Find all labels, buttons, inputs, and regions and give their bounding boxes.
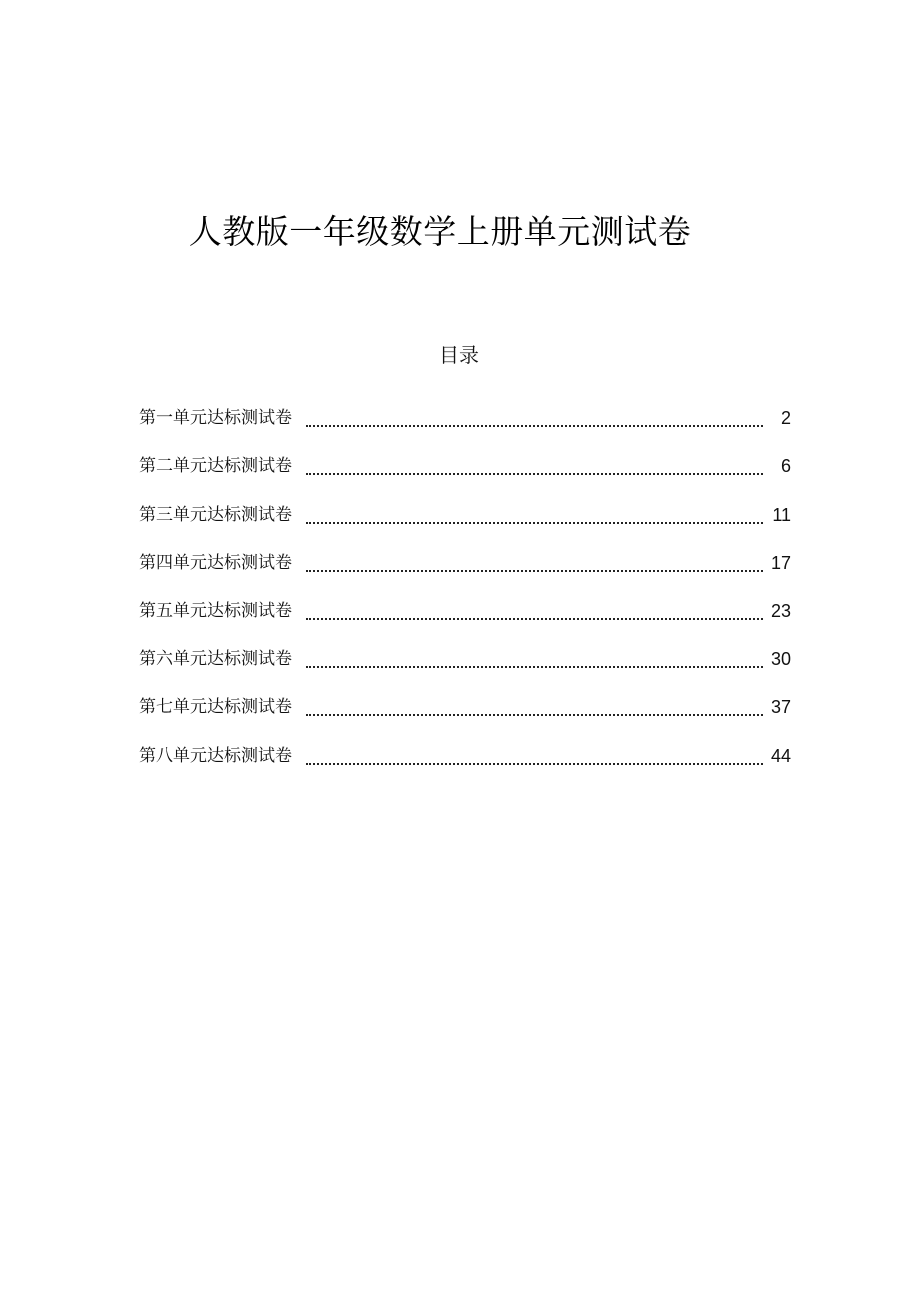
toc-entry-page-number: 44 <box>770 745 791 766</box>
toc-entry-label: 第一单元达标测试卷 <box>139 408 292 429</box>
table-of-contents <box>139 387 791 773</box>
document-title: 人教版一年级数学上册单元测试卷 <box>188 212 692 251</box>
toc-entry-label: 第五单元达标测试卷 <box>139 600 292 621</box>
toc-entry-page-number: 37 <box>770 697 791 718</box>
toc-entry-page-number: 11 <box>772 504 791 525</box>
toc-entry-label: 第二单元达标测试卷 <box>139 456 292 477</box>
toc-heading: 目录 <box>439 343 479 367</box>
dot-leader <box>306 473 763 475</box>
dot-leader <box>306 425 763 427</box>
toc-entry-page-number: 6 <box>780 456 791 477</box>
dot-leader <box>306 763 763 765</box>
toc-entry-label: 第八单元达标测试卷 <box>139 745 292 766</box>
dot-leader <box>306 570 763 572</box>
toc-entry-7[interactable] <box>139 676 791 724</box>
toc-entry-6[interactable] <box>139 628 791 676</box>
toc-entry-page-number: 17 <box>770 552 791 573</box>
toc-entry-label: 第四单元达标测试卷 <box>139 552 292 573</box>
toc-entry-page-number: 2 <box>780 408 791 429</box>
toc-entry-8[interactable] <box>139 724 791 772</box>
toc-entry-label: 第七单元达标测试卷 <box>139 697 292 718</box>
dot-leader <box>306 666 763 668</box>
toc-entry-page-number: 23 <box>770 600 791 621</box>
toc-entry-2[interactable] <box>139 435 791 483</box>
toc-entry-label: 第三单元达标测试卷 <box>139 504 292 525</box>
dot-leader <box>306 714 763 716</box>
toc-entry-5[interactable] <box>139 580 791 628</box>
toc-entry-1[interactable] <box>139 387 791 435</box>
dot-leader <box>306 618 763 620</box>
toc-entry-label: 第六单元达标测试卷 <box>139 649 292 670</box>
dot-leader <box>306 522 763 524</box>
toc-entry-4[interactable] <box>139 532 791 580</box>
toc-entry-3[interactable] <box>139 483 791 531</box>
toc-entry-page-number: 30 <box>770 649 791 670</box>
